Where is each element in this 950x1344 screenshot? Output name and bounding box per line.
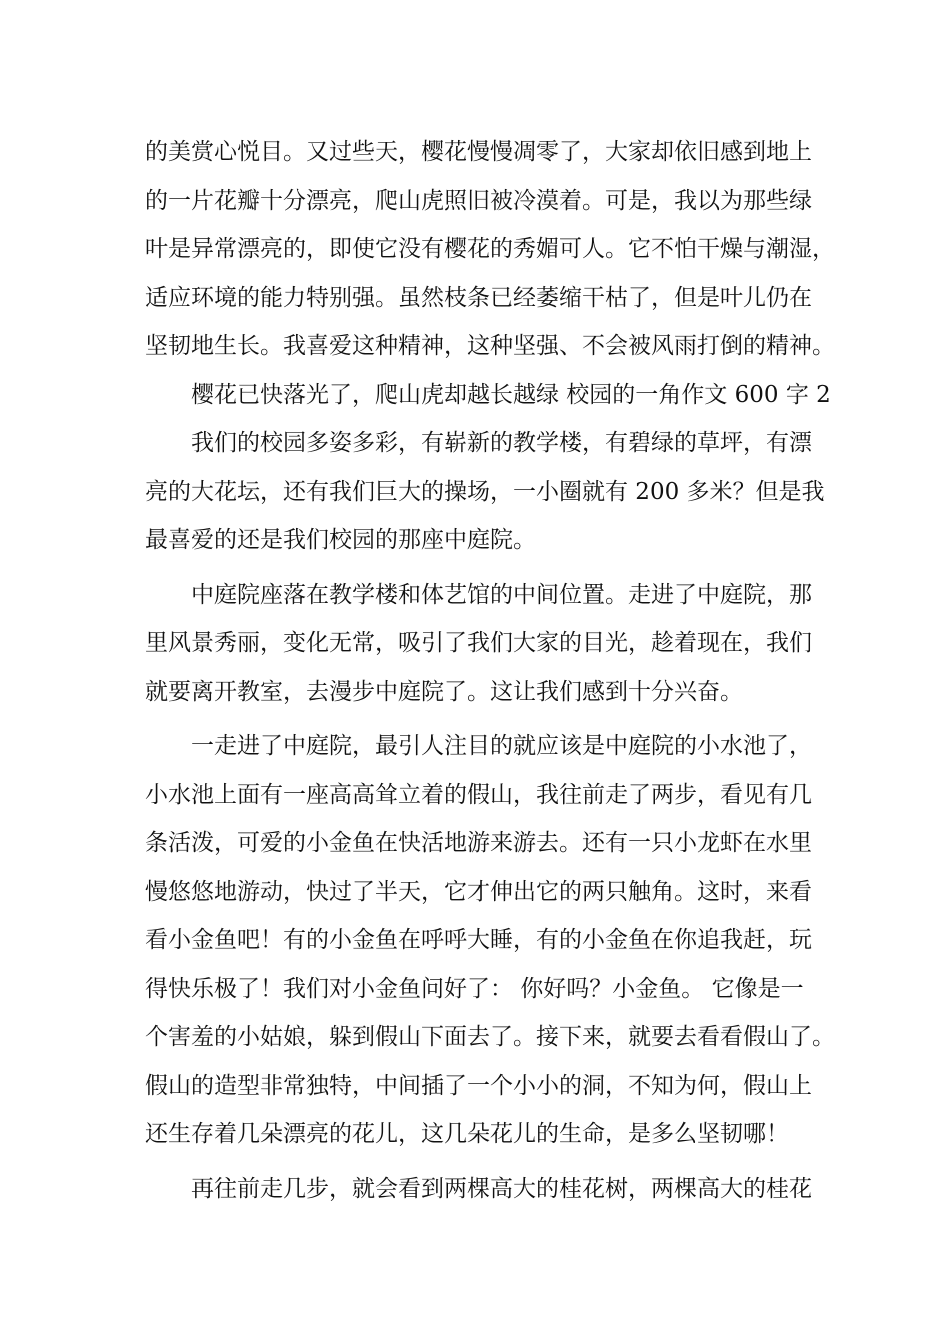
text-line: 个害羞的小姑娘，躲到假山下面去了。接下来，就要去看看假山了。 <box>145 1024 835 1050</box>
document-body <box>145 128 835 1213</box>
text-line: 的美赏心悦目。又过些天，樱花慢慢凋零了，大家却依旧感到地上 <box>145 139 812 165</box>
text-line: 小水池上面有一座高高耸立着的假山，我往前走了两步，看见有几 <box>145 781 812 808</box>
text-line: 假山的造型非常独特，中间插了一个小小的洞，不知为何，假山上 <box>145 1072 812 1099</box>
text-line: 樱花已快落光了，爬山虎却越长越绿 校园的一角作文 600 字 2 <box>191 381 831 408</box>
text-line: 条活泼，可爱的小金鱼在快活地游来游去。还有一只小龙虾在水里 <box>145 830 812 856</box>
text-line: 看小金鱼吧！有的小金鱼在呼呼大睡，有的小金鱼在你追我赶，玩 <box>145 927 812 953</box>
text-line: 的一片花瓣十分漂亮，爬山虎照旧被冷漠着。可是，我以为那些绿 <box>145 187 812 214</box>
text-line: 坚韧地生长。我喜爱这种精神，这种坚强、不会被风雨打倒的精神。 <box>145 333 835 359</box>
text-line: 我们的校园多姿多彩，有崭新的教学楼，有碧绿的草坪，有漂 <box>191 430 812 456</box>
text-line: 中庭院座落在教学楼和体艺馆的中间位置。走进了中庭院，那 <box>191 581 812 608</box>
text-line: 再往前走几步，就会看到两棵高大的桂花树，两棵高大的桂花 <box>191 1175 812 1202</box>
text-line: 就要离开教室，去漫步中庭院了。这让我们感到十分兴奋。 <box>145 678 743 705</box>
text-line: 得快乐极了！我们对小金鱼问好了： 你好吗？小金鱼。 它像是一 <box>145 975 804 1002</box>
text-line: 适应环境的能力特别强。虽然枝条已经萎缩干枯了，但是叶儿仍在 <box>145 284 812 311</box>
text-line: 一走进了中庭院，最引人注目的就应该是中庭院的小水池了， <box>191 733 812 759</box>
text-line: 叶是异常漂亮的，即使它没有樱花的秀媚可人。它不怕干燥与潮湿， <box>145 236 835 262</box>
text-line: 里风景秀丽，变化无常，吸引了我们大家的目光，趁着现在，我们 <box>145 630 812 656</box>
text-line: 还生存着几朵漂亮的花儿，这几朵花儿的生命，是多么坚韧哪！ <box>145 1121 789 1147</box>
text-line: 慢悠悠地游动，快过了半天，它才伸出它的两只触角。这时，来看 <box>145 878 812 905</box>
text-line: 最喜爱的还是我们校园的那座中庭院。 <box>145 527 536 553</box>
text-line: 亮的大花坛，还有我们巨大的操场，一小圈就有 200 多米？但是我 <box>145 478 825 505</box>
